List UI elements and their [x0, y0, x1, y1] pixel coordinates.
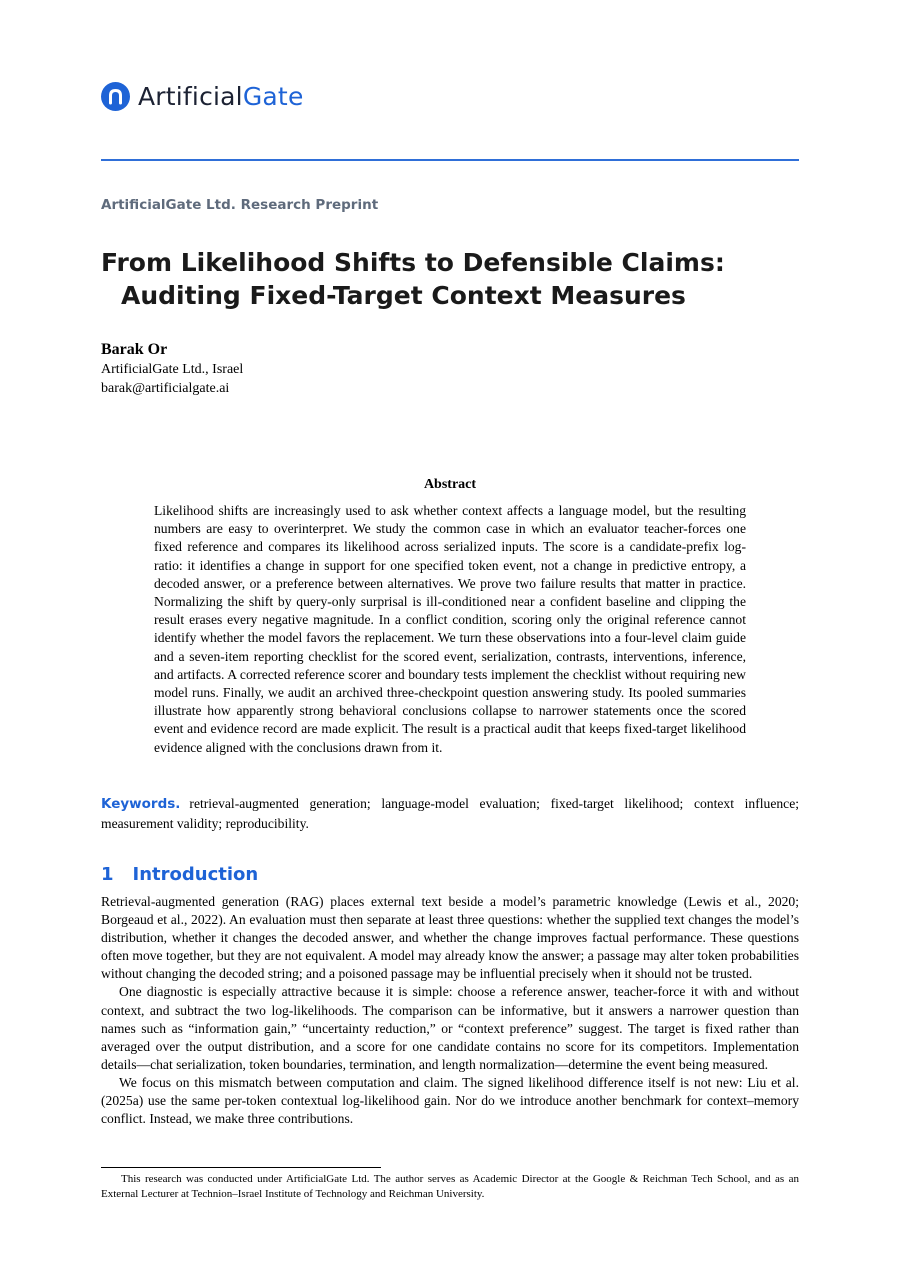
- paper-title: [101, 246, 801, 312]
- abstract-heading: Abstract: [423, 477, 477, 492]
- section-heading-introduction: [101, 864, 258, 885]
- section-number: 1: [101, 864, 114, 885]
- footnote-rule: [101, 1167, 381, 1168]
- logo-wordmark-part1: Artificial: [138, 81, 243, 111]
- logo-wordmark-part2: Gate: [242, 81, 304, 111]
- logo-wordmark: [138, 82, 304, 111]
- author-block: [101, 339, 243, 398]
- abstract-text: Likelihood shifts are increasingly used to ask whether context affects a language model, but the resulting numbers are easy to overinterpret. We study the common case in which an evaluator teacher-forces one fixed reference and compares its likelihood across serialized inputs. The score is a candidate-prefix log-ratio: it identifies a change in support for one specified token event, not a change in predictive entropy, a decoded answer, or a preference between alternatives. We prove two failure results that matter in practice. Normalizing the shift by query-only surprisal is ill-conditioned near a confident baseline and clipping the result erases every negative magnitude. In a conflict condition, scoring only the original reference cannot identify whether the model favors the replacement. We turn these observations into a four-level claim guide and a seven-item reporting checklist for the scored event, serialization, contrasts, interventions, inference, and artifacts. A corrected reference scorer and boundary tests implement the checklist without requiring new model runs. Finally, we audit an archived three-checkpoint question answering study. Its pooled summaries illustrate how apparently strong behavioral conclusions collapse to narrower statements once the scored event and evidence record are made explicit. The result is a practical audit that keeps fixed-target likelihood evidence aligned with the conclusions drawn from it.: [154, 503, 746, 755]
- keywords-block: [101, 794, 799, 833]
- body-paragraph: We focus on this mismatch between computation and claim. The signed likelihood difference itself is not new: Liu et al. (2025a) use the same per-token contextual log-likelihood gain. Nor do we introduce another benchmark for context–memory conflict. Instead, we make three contributions.: [101, 1074, 799, 1127]
- paper-title-line1: From Likelihood Shifts to Defensible Claims:: [101, 248, 725, 277]
- author-email: barak@artificialgate.ai: [101, 381, 230, 396]
- brand-logo: [101, 80, 304, 112]
- footnote: This research was conducted under ArtificialGate Ltd. The author serves as Academic Director at the Google & Reichman Tech School, and as an External Lecturer at Technion–Israel Institute of Technology and Reichman University.: [101, 1173, 799, 1200]
- author-affiliation: ArtificialGate Ltd., Israel: [101, 362, 244, 377]
- preprint-label: ArtificialGate Ltd. Research Preprint: [101, 197, 379, 213]
- logo-mark-icon: [101, 82, 130, 111]
- introduction-body: [101, 893, 799, 1128]
- paper-title-line2: Auditing Fixed-Target Context Measures: [121, 281, 686, 310]
- header-rule: [101, 159, 799, 161]
- body-paragraph: One diagnostic is especially attractive because it is simple: choose a reference answer, teacher-force it with and without context, and subtract the two log-likelihoods. The comparison can be informative, but it answers a narrower question than names such as “information gain,” “uncertainty reduction,” or “context preference” suggest. The target is fixed rather than averaged over the output distribution, and a score for one candidate contains no score for its competitors. Implementation details—chat serialization, token boundaries, termination, and length normalization—determine the event being measured.: [101, 984, 799, 1072]
- body-paragraph: Retrieval-augmented generation (RAG) places external text beside a model’s parametric knowledge (Lewis et al., 2020; Borgeaud et al., 2022). An evaluation must then separate at least three questions: whether the supplied text changes the model’s distribution, whether it changes the decoded answer, and whether the change improves factual performance. These questions often move together, but they are not equivalent. A model may already know the answer; a passage may alter token probabilities without changing the decoded string; and a poisoned passage may be influential precisely when it should not be trusted.: [101, 894, 799, 982]
- section-title: Introduction: [132, 864, 259, 885]
- logo-glyph: [101, 82, 130, 111]
- keywords-label: Keywords.: [101, 796, 181, 812]
- keywords-text: retrieval-augmented generation; language-model evaluation; fixed-target likelihood; context influence; measurement validity; reproducibility.: [101, 796, 799, 831]
- author-name: Barak Or: [101, 341, 168, 358]
